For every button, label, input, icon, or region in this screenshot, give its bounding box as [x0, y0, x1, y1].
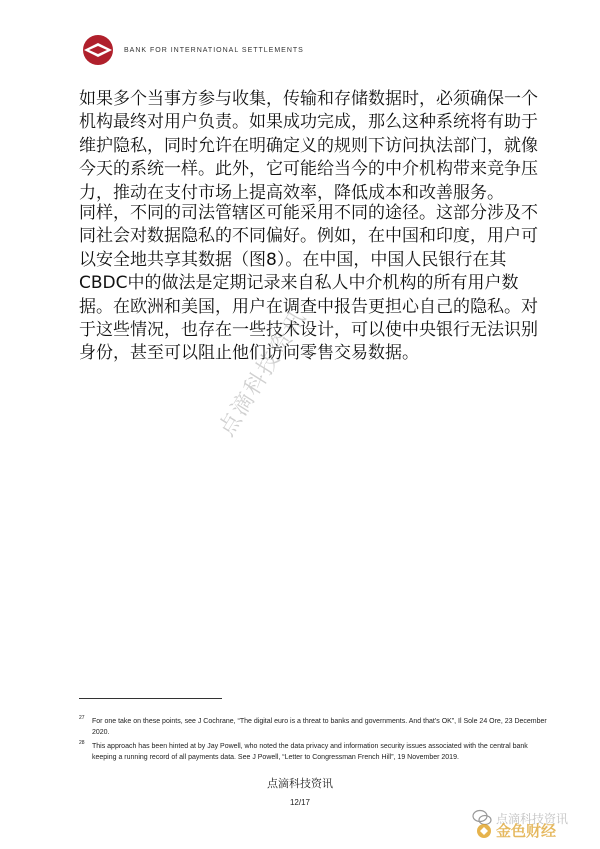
footnote-text: For one take on these points, see J Cochrane, “The digital euro is a threat to banks and governments. And that’s OK”, Il Sole 24 Ore, 23 December 2020. [92, 718, 547, 737]
footnote-text: This approach has been hinted at by Jay Powell, who noted the data privacy and information security issues associated with the central bank keeping a running record of all payments data. See J Powell, “Letter to Congressman French Hill”, 19 November 2019. [92, 743, 528, 762]
watermark-text: 点滴科技资讯 [214, 305, 312, 441]
footnote-28 [79, 741, 549, 763]
footnote-number: 27 [79, 715, 85, 721]
footer-brand: 点滴科技资讯 [267, 777, 333, 790]
footnote-divider [79, 698, 222, 699]
jinse-logo-icon [476, 823, 492, 839]
org-name: BANK FOR INTERNATIONAL SETTLEMENTS [124, 46, 304, 54]
jinse-watermark [476, 820, 556, 841]
footnote-number: 28 [79, 740, 85, 746]
wechat-account-name: 点滴科技资讯 [496, 811, 569, 826]
body-paragraph-2: 同样，不同的司法管辖区可能采用不同的途径。这部分涉及不同社会对数据隐私的不同偏好。例如，在中国和印度，用户可以安全地共享其数据（图8）。在中国，中国人民银行在其CBDC中的做法是定期记录来自私人中介机构的所有用户数据。在欧洲和美国，用户在调查中报告更担心自己的隐私。对于这些情况，也存在一些技术设计，可以使中央银行无法识别身份，甚至可以阻止他们访问零售交易数据。 [79, 203, 538, 364]
body-paragraph-1: 如果多个当事方参与收集，传输和存储数据时，必须确保一个机构最终对用户负责。如果成功完成，那么这种系统将有助于维护隐私，同时允许在明确定义的规则下访问执法部门，就像今天的系统一样。此外，它可能给当今的中介机构带来竞争压力，推动在支付市场上提高效率，降低成本和改善服务。 [79, 89, 538, 203]
jinse-brand-text: 金色财经 [496, 822, 557, 840]
page-number: 12/17 [289, 798, 311, 807]
bis-logo-icon [82, 34, 114, 66]
page-header [82, 34, 304, 66]
footnote-27 [79, 716, 549, 738]
